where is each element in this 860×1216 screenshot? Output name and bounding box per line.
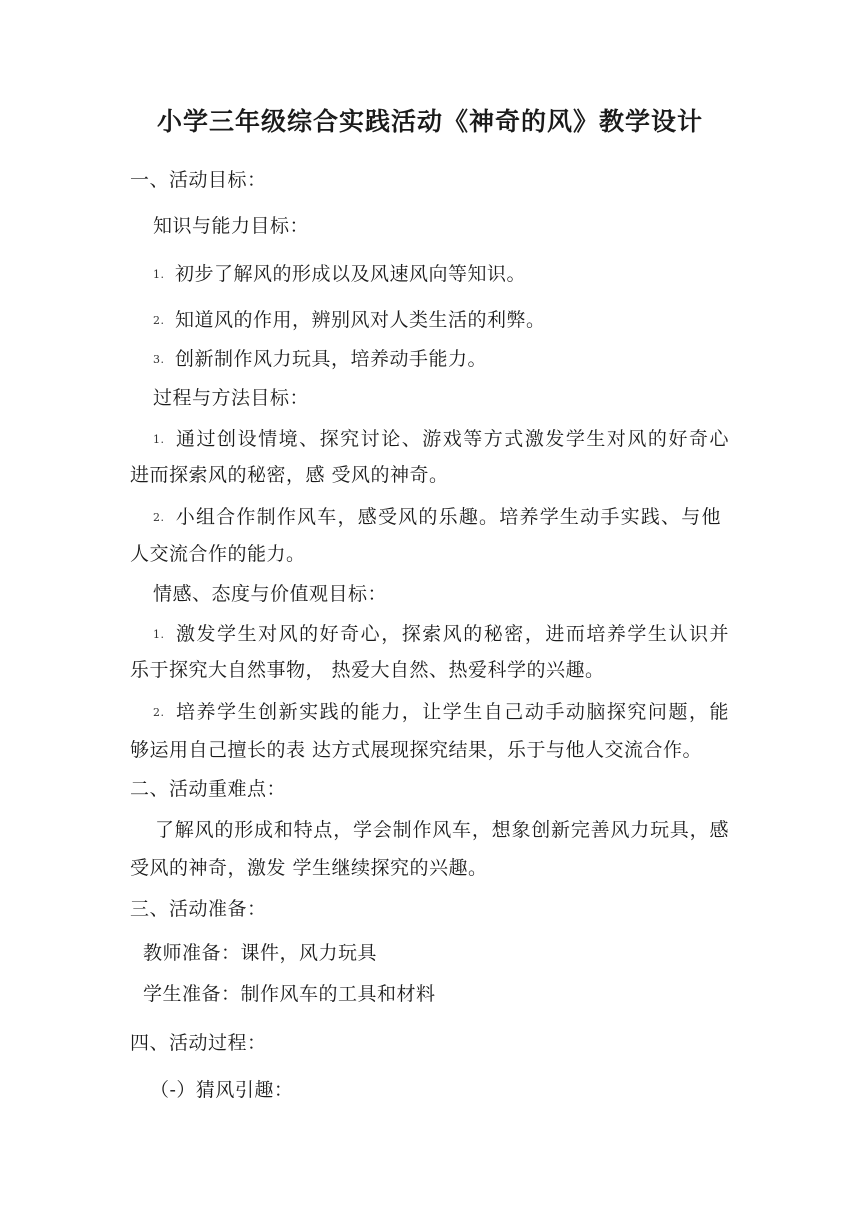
process-item-1-line-1 — [153, 427, 729, 452]
list-number: 1. — [153, 628, 165, 641]
list-number: 1. — [153, 268, 165, 281]
section-2-line-1: 了解风的形成和特点，学会制作风车，想象创新完善风力玩具，感 — [155, 819, 729, 841]
section-1-heading: 一、活动目标： — [130, 169, 267, 191]
section-4-subheading-1: （-）猜风引趣： — [150, 1079, 294, 1101]
process-item-2-line-1 — [153, 505, 721, 530]
knowledge-item-1 — [153, 262, 526, 287]
list-item-text: 初步了解风的形成以及风速风向等知识。 — [175, 263, 527, 285]
process-goals-heading: 过程与方法目标： — [153, 387, 310, 409]
list-item-text: 激发学生对风的好奇心，探索风的秘密，进而培养学生认识并 — [175, 623, 729, 645]
list-item-text: 创新制作风力玩具，培养动手能力。 — [175, 348, 488, 370]
section-2-heading: 二、活动重难点： — [130, 778, 287, 800]
emotion-item-2-line-2: 够运用自己擅长的表 达方式展现探究结果，乐于与他人交流合作。 — [130, 739, 703, 761]
teacher-preparation: 教师准备：课件，风力玩具 — [143, 942, 378, 964]
emotion-item-2-line-1 — [153, 700, 729, 725]
process-item-1-line-2: 进而探索风的秘密，感 受风的神奇。 — [130, 464, 449, 486]
list-item-text: 知道风的作用，辨别风对人类生活的利弊。 — [175, 309, 546, 331]
emotion-item-1-line-1 — [153, 622, 729, 647]
section-4-heading: 四、活动过程： — [130, 1032, 267, 1054]
section-3-heading: 三、活动准备： — [130, 898, 267, 920]
list-item-text: 通过创设情境、探究讨论、游戏等方式激发学生对风的好奇心 — [175, 428, 729, 450]
list-item-text: 培养学生创新实践的能力，让学生自己动手动脑探究问题，能 — [175, 701, 729, 723]
knowledge-item-2 — [153, 308, 546, 333]
list-item-text: 小组合作制作风车，感受风的乐趣。培养学生动手实践、与他 — [175, 506, 721, 528]
list-number: 1. — [153, 433, 165, 446]
list-number: 3. — [153, 353, 165, 366]
list-number: 2. — [153, 511, 165, 524]
document-title: 小学三年级综合实践活动《神奇的风》教学设计 — [156, 107, 703, 136]
emotion-item-1-line-2: 乐于探究大自然事物， 热爱大自然、热爱科学的兴趣。 — [130, 659, 605, 681]
emotion-goals-heading: 情感、态度与价值观目标： — [153, 583, 388, 605]
list-number: 2. — [153, 706, 165, 719]
process-item-2-line-2: 人交流合作的能力。 — [130, 543, 306, 565]
knowledge-item-3 — [153, 347, 487, 372]
list-number: 2. — [153, 314, 165, 327]
student-preparation: 学生准备：制作风车的工具和材料 — [143, 983, 436, 1005]
knowledge-goals-heading: 知识与能力目标： — [153, 215, 310, 237]
section-2-line-2: 受风的神奇，激发 学生继续探究的兴趣。 — [130, 857, 488, 879]
